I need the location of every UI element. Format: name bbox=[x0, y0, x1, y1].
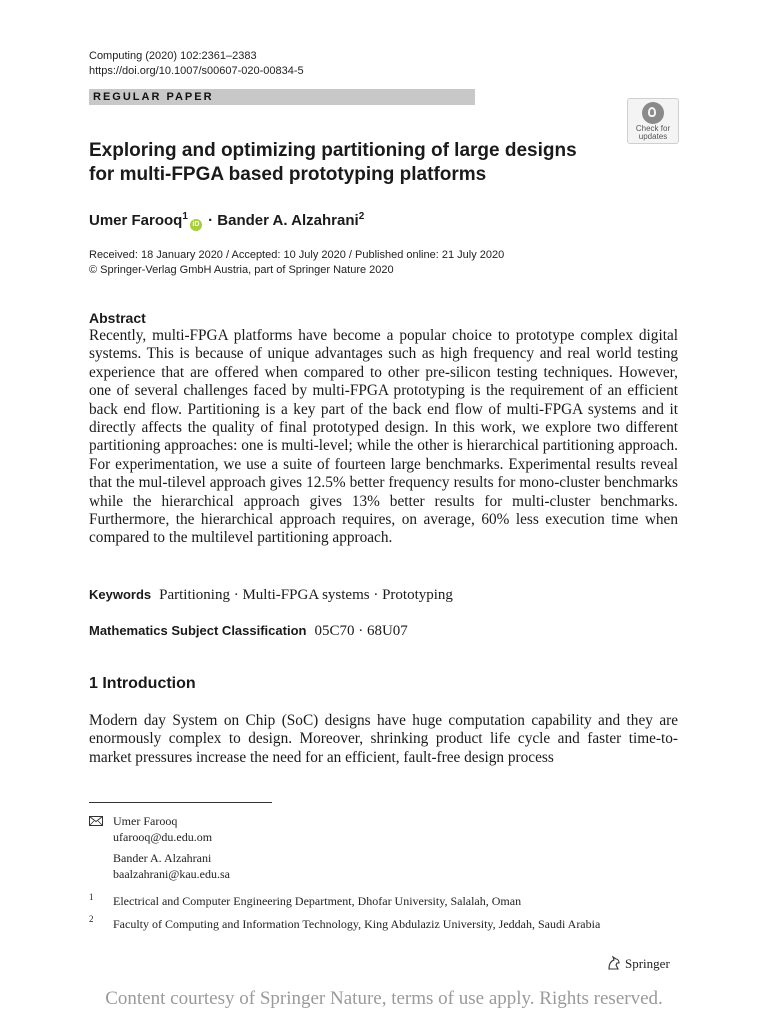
author-separator: · bbox=[203, 212, 218, 229]
abstract-text: Recently, multi-FPGA platforms have become a popular choice to prototype complex digital systems. This is because of unique advantages such as high frequency and real world testing experience that are offered when compared to other pre-silicon testing techniques. However, one of several challenges faced by multi-FPGA prototyping is the requirement of an efficient back end flow. Partitioning is a key part of the back end flow of multi-FPGA systems and it directly affects the quality of final prototyped design. In this work, we explore two different partitioning approaches: one is multi-level; while the other is hierarchical partitioning approach. For experimentation, we use a suite of fourteen large benchmarks. Experimental results reveal that the mul-tilevel approach gives 12.5% better frequency results for mono-cluster benchmarks while the hierarchical approach gives 13% better results for multi-cluster benchmarks. Furthermore, the hierarchical approach requires, on average, 60% less execution time when compared to the multilevel partitioning approach. bbox=[89, 327, 678, 547]
author-1-email[interactable]: ufarooq@du.edu.om bbox=[113, 830, 213, 844]
corresponding-author bbox=[113, 813, 212, 845]
bookmark-icon bbox=[642, 102, 664, 124]
publisher-name: Springer bbox=[625, 956, 670, 971]
publisher-logo bbox=[606, 955, 670, 973]
affiliation-1: Electrical and Computer Engineering Department, Dhofar University, Salalah, Oman bbox=[113, 894, 522, 908]
author-1-affiliation: 1 bbox=[182, 211, 188, 222]
check-badge-line1: Check for bbox=[635, 124, 671, 133]
keywords-label: Keywords bbox=[89, 587, 152, 602]
second-author-contact bbox=[113, 850, 230, 882]
springer-horse-icon bbox=[606, 955, 622, 971]
journal-header bbox=[89, 49, 304, 79]
author-list bbox=[89, 207, 364, 231]
check-badge-line2: updates bbox=[638, 132, 668, 141]
orcid-icon[interactable]: iD bbox=[190, 219, 202, 231]
check-for-updates-badge[interactable] bbox=[627, 98, 679, 144]
keywords-value: Partitioning · Multi-FPGA systems · Prototyping bbox=[159, 587, 453, 603]
article-type-banner: REGULAR PAPER bbox=[89, 89, 475, 105]
author-1-name: Umer Farooq bbox=[113, 814, 178, 828]
paper-title bbox=[89, 139, 609, 187]
author-2[interactable]: Bander A. Alzahrani bbox=[217, 212, 359, 229]
subject-classification bbox=[89, 621, 408, 641]
keywords bbox=[89, 585, 453, 605]
affiliation-1-number: 1 bbox=[89, 892, 94, 902]
envelope-icon bbox=[89, 816, 103, 826]
author-2-email[interactable]: baalzahrani@kau.edu.sa bbox=[113, 867, 230, 881]
author-1[interactable]: Umer Farooq bbox=[89, 212, 183, 229]
journal-citation: Computing (2020) 102:2361–2383 bbox=[89, 50, 257, 62]
author-2-name: Bander A. Alzahrani bbox=[113, 851, 212, 865]
history-dates: Received: 18 January 2020 / Accepted: 10 July 2020 / Published online: 21 July 2020 bbox=[89, 249, 505, 261]
doi-link[interactable]: https://doi.org/10.1007/s00607-020-00834-5 bbox=[89, 65, 304, 77]
affiliation-2-number: 2 bbox=[89, 914, 94, 924]
msc-label: Mathematics Subject Classification bbox=[89, 623, 307, 638]
title-line-1: Exploring and optimizing partitioning of large designs bbox=[89, 140, 577, 161]
introduction-text: Modern day System on Chip (SoC) designs have huge computation capability and they are enormously complex to design. Moreover, shrinking product life cycle and faster time-to-market pressures increase the need for an efficient, fault-free design process bbox=[89, 712, 678, 766]
courtesy-notice: Content courtesy of Springer Nature, terms of use apply. Rights reserved. bbox=[105, 988, 663, 1009]
title-line-2: for multi-FPGA based prototyping platforms bbox=[89, 164, 487, 185]
publication-dates bbox=[89, 248, 504, 278]
msc-value: 05C70 · 68U07 bbox=[314, 623, 408, 639]
abstract-heading: Abstract bbox=[89, 310, 146, 326]
footnote-divider bbox=[89, 802, 272, 803]
introduction-heading: 1 Introduction bbox=[89, 675, 196, 692]
copyright-line: © Springer-Verlag GmbH Austria, part of Springer Nature 2020 bbox=[89, 264, 394, 276]
author-2-affiliation: 2 bbox=[358, 211, 365, 222]
affiliation-2: Faculty of Computing and Information Technology, King Abdulaziz University, Jeddah, Saudi Arabia bbox=[113, 917, 601, 931]
